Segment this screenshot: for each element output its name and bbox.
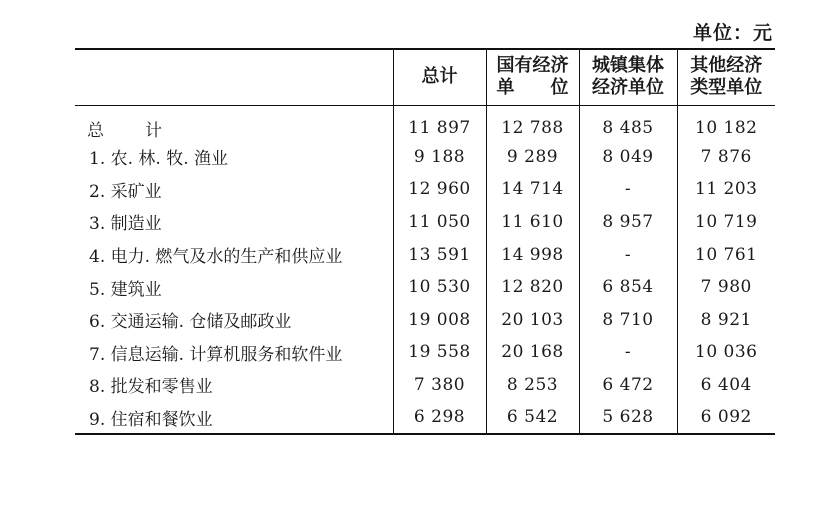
- cell-total: 9 188: [393, 141, 486, 174]
- cell-total: 19 558: [393, 336, 486, 369]
- cell-state: 6 542: [486, 401, 579, 434]
- cell-urban: 6 472: [579, 369, 677, 402]
- cell-other: 6 404: [677, 369, 775, 402]
- table-row: [75, 303, 775, 336]
- row-name: 9. 住宿和餐饮业: [89, 409, 213, 430]
- table-row: [75, 173, 775, 206]
- cell-urban: 5 628: [579, 401, 677, 434]
- cell-total: 19 008: [393, 303, 486, 336]
- wage-table: [75, 48, 775, 435]
- table-row: [75, 401, 775, 434]
- cell-urban: -: [579, 336, 677, 369]
- cell-total: 11 050: [393, 206, 486, 239]
- cell-other: 10 036: [677, 336, 775, 369]
- row-name: 1. 农. 林. 牧. 渔业: [89, 149, 229, 170]
- cell-urban: 8 957: [579, 206, 677, 239]
- header-state: [486, 49, 579, 105]
- unit-label: 单位：元: [692, 22, 773, 44]
- header-industry: [75, 49, 393, 105]
- cell-other: 7 980: [677, 271, 775, 304]
- table-row: [75, 336, 775, 369]
- cell-urban: 8 710: [579, 303, 677, 336]
- cell-total: 12 960: [393, 173, 486, 206]
- cell-total: 11 897: [393, 105, 486, 141]
- cell-total: 13 591: [393, 238, 486, 271]
- cell-state: 9 289: [486, 141, 579, 174]
- header-urban-line2: 经济单位: [592, 77, 664, 99]
- row-name: 3. 制造业: [89, 214, 162, 235]
- cell-total: 10 530: [393, 271, 486, 304]
- table-row: [75, 105, 775, 141]
- cell-state: 20 168: [486, 336, 579, 369]
- table-row: [75, 271, 775, 304]
- cell-total: 7 380: [393, 369, 486, 402]
- table-row: [75, 369, 775, 402]
- cell-state: 20 103: [486, 303, 579, 336]
- header-total: 总计: [393, 49, 486, 105]
- cell-state: 8 253: [486, 369, 579, 402]
- header-other-line2: 类型单位: [690, 77, 763, 99]
- cell-urban: 6 854: [579, 271, 677, 304]
- cell-total: 6 298: [393, 401, 486, 434]
- cell-other: 11 203: [677, 173, 775, 206]
- row-name: 4. 电力. 燃气及水的生产和供应业: [89, 247, 343, 268]
- header-state-line1: 国有经济: [496, 55, 569, 77]
- header-state-line2: 单 位: [496, 77, 569, 99]
- cell-other: 10 761: [677, 238, 775, 271]
- table-header: [75, 49, 775, 105]
- cell-urban: 8 049: [579, 141, 677, 174]
- table-body: [75, 105, 775, 434]
- cell-state: 11 610: [486, 206, 579, 239]
- row-name: 总 计: [87, 120, 174, 141]
- header-other: [677, 49, 775, 105]
- header-other-line1: 其他经济: [690, 55, 763, 77]
- cell-other: 7 876: [677, 141, 775, 174]
- row-name: 5. 建筑业: [89, 279, 162, 300]
- cell-state: 14 998: [486, 238, 579, 271]
- cell-other: 8 921: [677, 303, 775, 336]
- cell-other: 10 182: [677, 105, 775, 141]
- cell-urban: 8 485: [579, 105, 677, 141]
- table-row: [75, 141, 775, 174]
- row-name: 8. 批发和零售业: [89, 377, 213, 398]
- cell-state: 12 788: [486, 105, 579, 141]
- row-name: 6. 交通运输. 仓储及邮政业: [89, 312, 292, 333]
- cell-other: 10 719: [677, 206, 775, 239]
- cell-urban: -: [579, 238, 677, 271]
- cell-urban: -: [579, 173, 677, 206]
- cell-other: 6 092: [677, 401, 775, 434]
- row-name: 7. 信息运输. 计算机服务和软件业: [89, 344, 343, 365]
- row-name: 2. 采矿业: [89, 181, 162, 202]
- cell-state: 14 714: [486, 173, 579, 206]
- cell-state: 12 820: [486, 271, 579, 304]
- table-row: [75, 238, 775, 271]
- table-row: [75, 206, 775, 239]
- header-urban-collective: [579, 49, 677, 105]
- header-urban-line1: 城镇集体: [592, 55, 664, 77]
